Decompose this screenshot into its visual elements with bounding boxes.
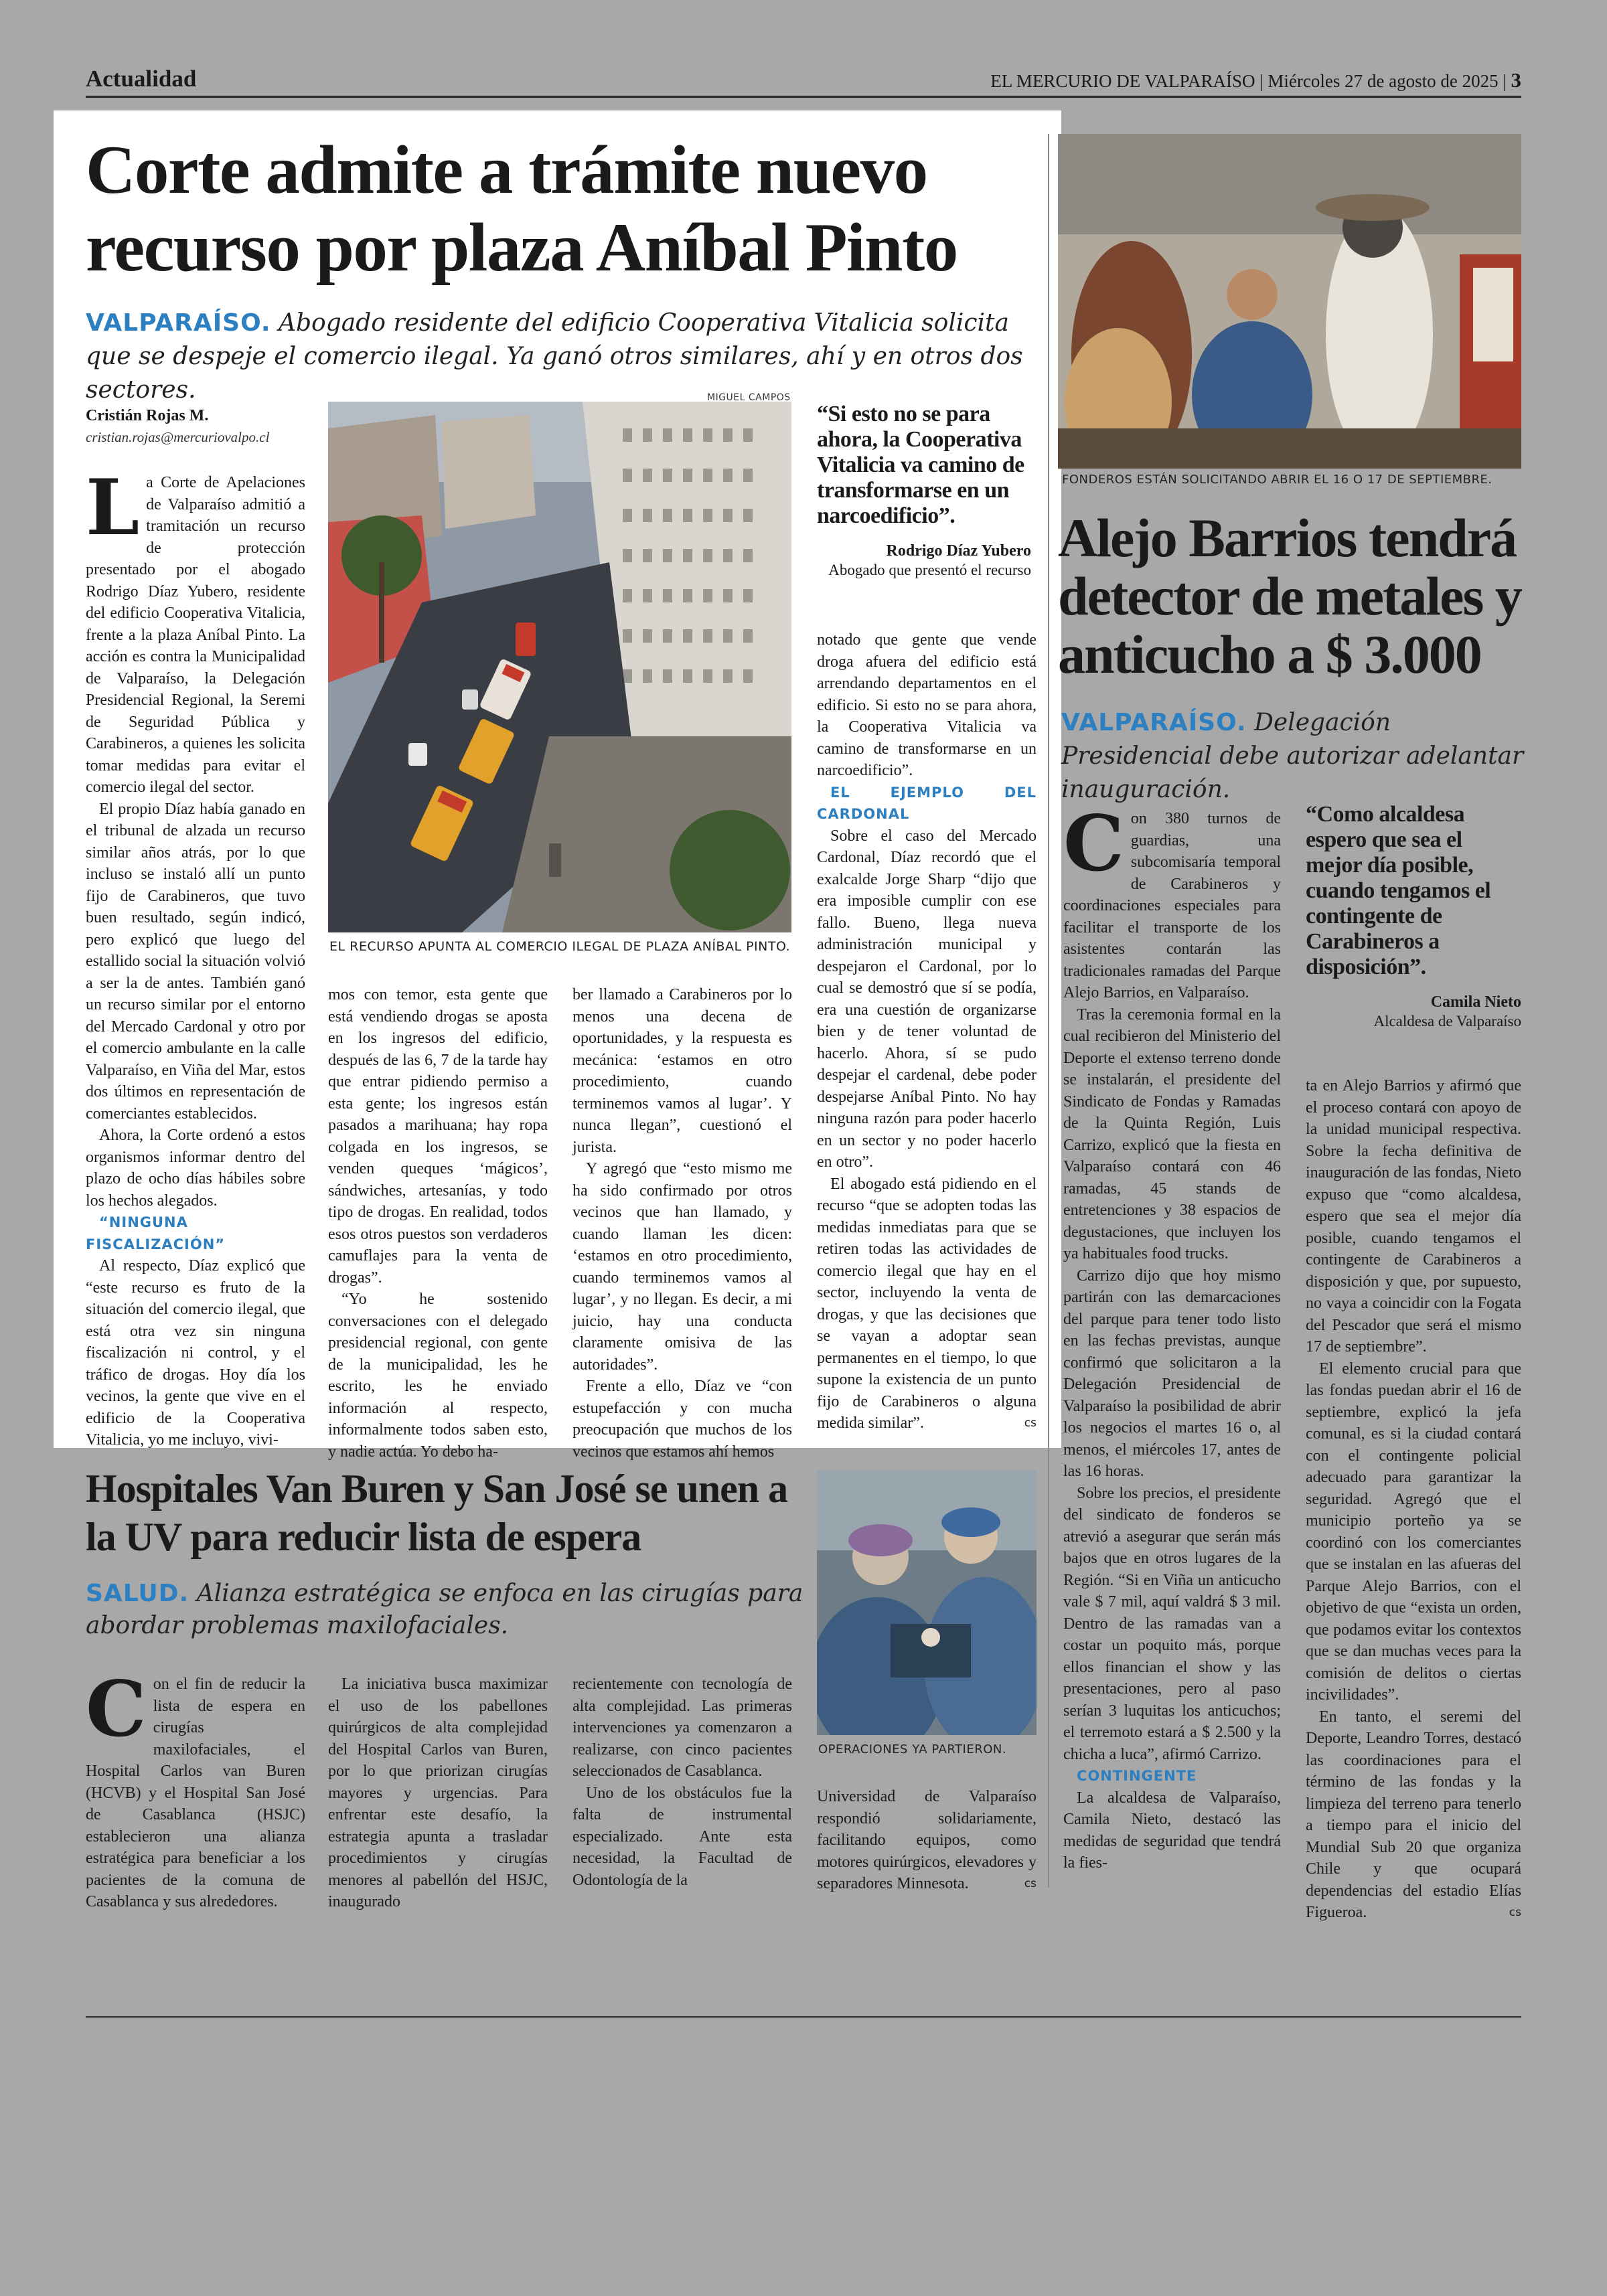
main-col1-p4: Al respecto, Díaz explicó que “este recurso es fruto de la situación del comercio ilegal, que está otra vez sin ninguna fiscalización ni control, y el tráfico de drogas. Hoy día los vecinos, la gente que vive en el edificio de la Cooperativa Vitalicia, yo me incluyo, vivi- [86,1257,305,1449]
hosp-col3-p2: Uno de los obstáculos fue la falta de instrumental especializado. Ante esta necesidad, la Facultad de Odontología de la [572,1784,792,1889]
main-deck-tag: VALPARAÍSO. [86,309,271,337]
main-column-4 [817,629,1037,1434]
main-quote-role: Abogado que presentó el recurso [828,562,1031,578]
byline-email: cristian.rojas@mercuriovalpo.cl [86,429,270,445]
alejo-end-mark: cs [1509,1906,1521,1919]
hosp-col1-p1: on el fin de reducir la lista de espera en cirugías maxilofaciales, el Hospital Carlos van Buren (HCVB) y el Hospital San José de Casablanca (HSJC) establecieron una alianza estratégica para beneficiar a los pacientes de la comuna de Casablanca y sus alrededores. [86,1675,305,1910]
main-col1-p3: Ahora, la Corte ordenó a estos organismos informar dentro del plazo de ocho días hábiles sobre los hechos alegados. [86,1127,305,1210]
hosp-col4-p1: Universidad de Valparaíso respondió solidariamente, facilitando equipos, como motores quirúrgicos, elevadores y separadores Minnesota. cs [817,1786,1037,1895]
alejo-col1-p2: Tras la ceremonia formal en la cual recibieron del Ministerio del Deporte el extenso terreno donde se instalarán, el presidente del Sindicato de Fondas y Ramadas de la Quinta Región, Luis Carrizo, explicó que la fiesta en Valparaíso contará con 46 ramadas, 45 stands de entretenciones y 38 espacios de degustaciones, que incluyen los ya habituales food trucks. [1063,1005,1281,1262]
alejo-deck-text: Delegación Presidencial debe autorizar adelantar inauguración. [1061,709,1524,803]
alejo-col1-subhead: CONTINGENTE [1077,1768,1197,1784]
hosp-column-4 [817,1786,1037,1895]
main-col4-p3: El abogado está pidiendo en el recurso “que se adopten todas las medidas inmediatas para que se retiren todas las actividades de comercio ilegal que hay en el sector, incluyendo la venta de drogas, y que las decisiones que se vayan a adoptar sean permanentes en el tiempo, lo que supone la existencia de un punto fijo de Carabineros o alguna medida similar”. cs [817,1173,1037,1434]
column-divider [1048,134,1049,1888]
hosp-col2-p1: La iniciativa busca maximizar el uso de los pabellones quirúrgicos de alta complejidad del Hospital Carlos van Buren, por lo que priorizan cirugías mayores y urgencias. Para enfrentar este desafío, la estrategia apunta a trasladar procedimientos y cirugías menores al pabellón del HSJC, inaugurado [328,1675,548,1910]
section-label: Actualidad [86,66,197,92]
alejo-deck [1061,706,1530,807]
main-pull-quote [817,402,1031,579]
alejo-col2-p1: ta en Alejo Barrios y afirmó que el proceso contará con apoyo de la unidad municipal respectiva. Sobre la fecha definitiva de inauguración de las fondas, Nieto expuso que “como alcaldesa, espero que sea el mejor día posible, cuando tengamos el contingente de Carabineros a disposición y que, por supuesto, no vaya a coincidir con la Fogata del Pescador que será el mismo 17 de septiembre”. [1306,1077,1521,1356]
hosp-deck-text: Alianza estratégica se enfoca en las cirugías para abordar problemas maxilofaciales. [86,1580,804,1639]
footer-rule [86,2016,1521,2018]
main-col2-p2: “Yo he sostenido conversaciones con el delegado presidencial regional, con gente de la municipalidad, les he escrito, les he enviado información al respecto, informalmente todos saben esto, y nadie actúa. Yo debo ha- [328,1291,548,1461]
hosp-deck [86,1578,816,1642]
hosp-column-1 [86,1664,305,1913]
main-deck [86,307,1037,407]
fonderos-photo [1058,134,1521,469]
main-quote-name: Rodrigo Díaz Yubero [886,542,1031,560]
byline [86,405,313,448]
header-rule [86,96,1521,98]
alejo-deck-tag: VALPARAÍSO. [1061,709,1247,736]
main-col3-p3: Frente a ello, Díaz ve “con estupefacción y con mucha preocupación que muchos de los vecinos que estamos ahí hemos [572,1378,792,1461]
fonderos-photo-caption: FONDEROS ESTÁN SOLICITANDO ABRIR EL 16 O 17 DE SEPTIEMBRE. [1062,473,1493,487]
main-column-3 [572,984,792,1463]
surgery-photo [817,1470,1037,1735]
main-col3-p2: Y agregó que “esto mismo me ha sido confirmado por otros vecinos que han llamado, y cuando llaman les dicen: ‘estamos en otro procedimiento, cuando terminemos vamos al lugar’, y no llegan. Es decir, a mi juicio, hay una conducta claramente omisiva de las autoridades”. [572,1160,792,1374]
alejo-col1-p3: Carrizo dijo que hoy mismo partirán con las demarcaciones del parque para tener todo listo en las fechas previstas, aunque confirmó que solicitaron a la Delegación Presidencial de Valparaíso la posibilidad de abrir los negocios el martes 16 o, al menos, el miércoles 17, antes de las 16 horas. [1063,1266,1281,1480]
main-quote-text: “Si esto no se para ahora, la Cooperativa Vitalicia va camino de transformarse en un narcoedificio”. [817,402,1024,528]
hosp-col3-p1: recientemente con tecnología de alta complejidad. Las primeras intervenciones ya comenzaron a realizarse, con cinco pacientes seleccionados de Casablanca. [572,1675,792,1780]
alejo-col2-p3: En tanto, el seremi del Deporte, Leandro Torres, destacó las coordinaciones para el término de las fondas y la limpieza del terreno para tenerlo a tiempo para el inicio del Mundial Sub 20 que organiza Chile y que ocupará dependencias del estadio Elías Figueroa. cs [1306,1706,1521,1924]
surgery-photo-caption: OPERACIONES YA PARTIERON. [818,1742,1007,1756]
main-col1-p2: El propio Díaz había ganado en el tribunal de alzada un recurso similar años atrás, por lo que incluso se instaló allí un punto fijo de Carabineros, que tuvo buen resultado, según indicó, pero explicó que luego del estallido social la situación volvió a ser la de antes. También ganó un recurso similar por el entorno del Mercado Cardonal y otro por el comercio ambulante en la calle Valparaíso, en Viña del Mar, estos dos últimos en representación de comerciantes establecidos. [86,800,305,1123]
main-col4-subhead: EL EJEMPLO DEL CARDONAL [817,784,1037,822]
hosp-drop-cap: C [86,1664,147,1754]
main-drop-cap: L [86,463,140,552]
hosp-column-2 [328,1673,548,1913]
plaza-photo-caption: EL RECURSO APUNTA AL COMERCIO ILEGAL DE PLAZA ANÍBAL PINTO. [329,939,791,954]
page-folio [990,68,1521,92]
plaza-photo [328,402,791,932]
alejo-col1-p1: on 380 turnos de guardias, una subcomisaría temporal de Carabineros y coordinaciones especiales para facilitar el transporte de los asistentes contarán las tradicionales ramadas del Parque Alejo Barrios, en Valparaíso. [1063,810,1281,1001]
alejo-column-1 [1063,799,1281,1874]
alejo-quote-role: Alcaldesa de Valparaíso [1373,1013,1521,1030]
main-column-2 [328,984,548,1463]
hosp-deck-tag: SALUD. [86,1580,189,1607]
main-col4-p1: notado que gente que vende droga afuera del edificio está arrendando departamentos en el edificio. Si esto no se para ahora, la Cooperativa Vitalicia va camino de transformarse en un narcoedificio”. [817,631,1037,779]
main-col2-p1: mos con temor, esta gente que está vendiendo drogas se aposta en los ingresos del edificio, después de las 6, 7 de la tarde hay que entrar pidiendo permiso a esta gente; los ingresos están pasados a marihuana; hay ropa colgada en los ingresos, se venden queques ‘mágicos’, sándwiches, artesanías, y todo tipo de drogas. En realidad, todos esos otros puestos son verdaderos camuflajes para la venta de drogas”. [328,986,548,1287]
main-column-1 [86,463,305,1451]
alejo-drop-cap: C [1063,799,1124,888]
main-col1-subhead: “NINGUNA FISCALIZACIÓN” [86,1214,226,1252]
hosp-end-mark: cs [1024,1877,1037,1890]
alejo-column-2 [1306,1075,1521,1924]
hosp-headline: Hospitales Van Buren y San José se unen a la UV para reducir lista de espera [86,1467,788,1559]
alejo-col2-p2: El elemento crucial para que las fondas puedan abrir el 16 de septiembre, explicó la jefa comunal, es si la ciudad contará con el contingente policial adecuado para garantizar la seguridad. Agregó que el municipio porteño ya se coordinó con los comerciantes que se instalan en las afueras del Parque Alejo Barrios, con el objetivo de que “exista un orden, que podamos evitar los contextos que se dan muchas veces para la comisión de delitos o ciertas incivilidades”. [1306,1360,1521,1704]
main-headline: Corte admite a trámite nuevo recurso por plaza Aníbal Pinto [86,132,958,286]
hosp-column-3 [572,1673,792,1891]
main-col4-p2: Sobre el caso del Mercado Cardonal, Díaz recordó que el exalcalde Jorge Sharp “dijo que era imposible cumplir con ese fallo. Bueno, llega nueva administración municipal y despejaron el Cardonal, por lo cual se demostró que sí se podía, era una cuestión de organizarse bien y de tener voluntad de hacerlo. Ahora, sí se pudo despejar el cardenal, debe poder despejarse Aníbal Pinto. No hay ninguna razón para poder hacerlo en un sector y no poder hacerlo en otro”. [817,827,1037,1171]
alejo-quote-name: Camila Nieto [1430,993,1521,1011]
main-col1-p1: a Corte de Apelaciones de Valparaíso admitió a tramitación un recurso de protección presentado por el abogado Rodrigo Díaz Yubero, residente del edificio Cooperativa Vitalicia, frente a la plaza Aníbal Pinto. La acción es contra la Municipalidad de Valparaíso, la Delegación Presidencial Regional, la Seremi de Seguridad Pública y Carabineros, a quienes les solicita tomar medidas para evitar el comercio ilegal del sector. [86,474,305,796]
main-col3-p1: ber llamado a Carabineros por lo menos una decena de oportunidades, y la respuesta es mecánica: ‘estamos en otro procedimiento, cuando terminemos vamos al lugar’. Y nunca llegan”, cuestionó el jurista. [572,986,792,1156]
alejo-quote-text: “Como alcaldesa espero que sea el mejor día posible, cuando tengamos el contingente de Carabineros a disposición”. [1306,802,1491,979]
alejo-pull-quote [1306,802,1521,1030]
main-end-mark: cs [1024,1416,1037,1430]
alejo-col1-p4: Sobre los precios, el presidente del sindicato de fonderos se atrevió a asegurar que serán más bajos que en otros lugares de la Región. “Si en Viña un anticucho vale $ 7 mil, aquí valdrá $ 3 mil. Dentro de las ramadas van a costar un poquito más, porque ellos financian el show y las presentaciones, pero al paso serían 3 luquitas los anticuchos; el terremoto estará a $ 2.500 y la chicha a luca”, afirmó Carrizo. [1063,1484,1281,1763]
alejo-col1-p5: La alcaldesa de Valparaíso, Camila Nieto, destacó las medidas de seguridad que tendrá la fies- [1063,1789,1281,1872]
byline-name: Cristián Rojas M. [86,407,209,424]
main-deck-text: Abogado residente del edificio Cooperativa Vitalicia solicita que se despeje el comercio ilegal. Ya ganó otros similares, ahí y en otros dos sectores. [86,309,1023,404]
photo-credit: MIGUEL CAMPOS [707,392,791,403]
alejo-headline: Alejo Barrios tendrá detector de metales y anticucho a $ 3.000 [1058,507,1521,685]
page-number: 3 [1511,68,1521,92]
folio-text: EL MERCURIO DE VALPARAÍSO | Miércoles 27 de agosto de 2025 | [990,71,1507,91]
